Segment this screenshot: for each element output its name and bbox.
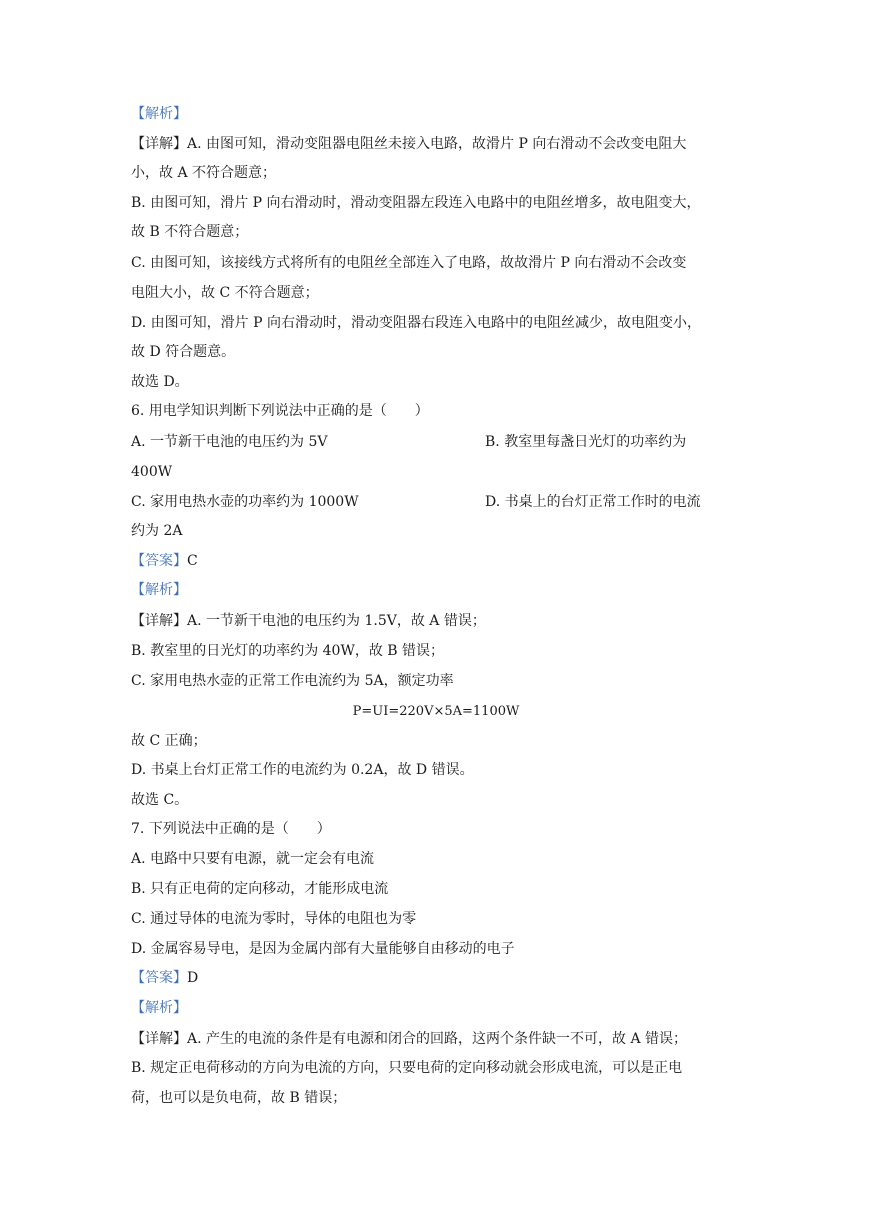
detail-line: B. 由图可知，滑片 P 向右滑动时，滑动变阻器左段连入电路中的电阻丝增多，故电阻变大， — [131, 195, 701, 211]
q7-detail-b-cont: 荷，也可以是负电荷，故 B 错误； — [131, 1090, 347, 1106]
q6-option-b: B. 教室里每盏日光灯的功率约为 — [485, 434, 687, 450]
q6-formula: P=UI=220V×5A=1100W — [352, 704, 520, 719]
q6-detail-c2: 故 C 正确； — [131, 733, 207, 749]
analysis-label: 【解析】 — [131, 1000, 187, 1016]
detail-label: 【详解】 — [131, 613, 187, 629]
q7-option-b: B. 只有正电荷的定向移动，才能形成电流 — [131, 881, 389, 897]
q6-detail-d: D. 书桌上台灯正常工作的电流约为 0.2A，故 D 错误。 — [131, 762, 474, 778]
answer-label: 【答案】 — [131, 970, 187, 986]
q6-detail-c: C. 家用电热水壶的正常工作电流约为 5A，额定功率 — [131, 673, 454, 689]
detail-line: 故 B 不符合题意； — [131, 224, 249, 240]
detail-line: 故 D 符合题意。 — [131, 344, 236, 360]
q7-detail-b: B. 规定正电荷移动的方向为电流的方向，只要电荷的定向移动就会形成电流，可以是正电 — [131, 1060, 683, 1076]
q6-conclusion: 故选 C。 — [131, 792, 189, 808]
q6-detail-b: B. 教室里的日光灯的功率约为 40W，故 B 错误； — [131, 643, 445, 659]
analysis-label: 【解析】 — [131, 582, 187, 598]
detail-text: A. 由图可知，滑动变阻器电阻丝未接入电路，故滑片 P 向右滑动不会改变电阻大 — [187, 136, 687, 152]
detail-text: A. 一节新干电池的电压约为 1.5V，故 A 错误； — [187, 613, 486, 629]
q7-option-d: D. 金属容易导电，是因为金属内部有大量能够自由移动的电子 — [131, 941, 515, 957]
detail-line: 小，故 A 不符合题意； — [131, 165, 277, 181]
detail-label: 【详解】 — [131, 136, 187, 152]
q6-option-b-cont: 400W — [131, 464, 173, 480]
detail-line: 电阻大小，故 C 不符合题意； — [131, 285, 319, 301]
q6-option-c: C. 家用电热水壶的功率约为 1000W — [131, 494, 359, 510]
q6-detail-a — [131, 611, 741, 631]
q6-option-d: D. 书桌上的台灯正常工作时的电流 — [485, 494, 701, 510]
q7-detail-a — [131, 1029, 741, 1049]
answer-label: 【答案】 — [131, 553, 187, 569]
detail-text: A. 产生的电流的条件是有电源和闭合的回路，这两个条件缺一不可，故 A 错误； — [187, 1031, 688, 1047]
detail-line: C. 由图可知，该接线方式将所有的电阻丝全部连入了电路，故故滑片 P 向右滑动不会改变 — [131, 255, 687, 271]
detail-line: D. 由图可知，滑片 P 向右滑动时，滑动变阻器右段连入电路中的电阻丝减少，故电阻变小， — [131, 315, 701, 331]
q7-option-a: A. 电路中只要有电源，就一定会有电流 — [131, 851, 375, 867]
detail-label: 【详解】 — [131, 1031, 187, 1047]
q7-answer — [131, 968, 741, 988]
detail-line — [131, 134, 741, 154]
q6-option-a: A. 一节新干电池的电压约为 5V — [131, 434, 328, 450]
q6-option-d-cont: 约为 2A — [131, 523, 183, 539]
q7-option-c: C. 通过导体的电流为零时，导体的电阻也为零 — [131, 911, 417, 927]
answer-value: D — [187, 970, 199, 986]
answer-value: C — [187, 553, 198, 569]
conclusion-line: 故选 D。 — [131, 374, 189, 390]
analysis-label: 【解析】 — [131, 106, 187, 122]
q6-answer — [131, 551, 741, 571]
question-7-stem: 7. 下列说法中正确的是（ ） — [131, 821, 331, 837]
question-6-stem: 6. 用电学知识判断下列说法中正确的是（ ） — [131, 403, 429, 419]
